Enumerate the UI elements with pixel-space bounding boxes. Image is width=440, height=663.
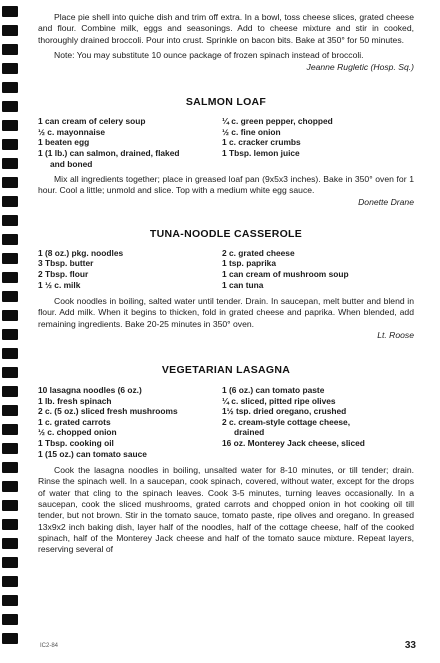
binding-hole [2, 538, 18, 549]
binding-hole [2, 101, 18, 112]
binding-hole [2, 481, 18, 492]
ingredient: and boned [50, 158, 93, 169]
ingredient: 1 (1 lb.) can salmon, drained, flaked [38, 147, 180, 158]
ingredient: ¼ c. sliced, pitted ripe olives [222, 395, 336, 406]
print-code: IC2-84 [40, 643, 59, 649]
intro-paragraph: Place pie shell into quiche dish and trim off extra. In a bowl, toss cheese slices, grated cheese and flour. Combine milk, eggs and seasonings. Add to cheese mixture and stir in cooked, thoroughly drained broccoli. Pour into crust. Sprinkle on bacon bits. Bake at 350° for 50 minutes. [38, 12, 414, 45]
directions-vegetarian-lasagna: Cook the lasagna noodles in boiling, unsalted water for 8-10 minutes, or till tender; drain. Rinse the spinach well. In a saucepan, cook spinach, covered, without water, except for the drops of water that cling to the spinach leaves. Cook 3-5 minutes, turning leaves occasionally. In a saucepan, cook the sliced mushrooms, grated carrots and chopped onion in hot cooking oil till tender, but not brown. Stir in the tomato sauce, tomato paste, ripe olives and oregano. In greased 13x9x2 inch baking dish, layer half of the noodles, half of the cottage cheese, half of the cooked spinach, half of the Monterey Jack cheese and half of the tomato sauce mixture. Repeat layers, reserving several of [38, 465, 414, 555]
binding-hole [2, 177, 18, 188]
binding-hole [2, 120, 18, 131]
ingredients-vegetarian-lasagna [38, 385, 414, 459]
binding-hole [2, 329, 18, 340]
binding-hole [2, 633, 18, 644]
binding-hole [2, 253, 18, 264]
binding-hole [2, 44, 18, 55]
ingredient: 2 Tbsp. flour [38, 268, 89, 279]
ingredient: 1 Tbsp. lemon juice [222, 147, 300, 158]
ingredient: 1½ tsp. dried oregano, crushed [222, 406, 347, 417]
binding-hole [2, 424, 18, 435]
author-salmon-loaf: Donette Drane [358, 196, 414, 207]
ingredient: ½ c. chopped onion [38, 427, 117, 438]
intro-attribution: Jeanne Rugletic (Hosp. Sq.) [306, 62, 414, 73]
ingredient: 10 lasagna noodles (6 oz.) [38, 385, 142, 396]
ingredient: 1 (6 oz.) can tomato paste [222, 385, 325, 396]
ingredient: 2 c. grated cheese [222, 247, 295, 258]
ingredient: 1 c. cracker crumbs [222, 137, 301, 148]
ingredient: 16 oz. Monterey Jack cheese, sliced [222, 437, 365, 448]
ingredient: 1 can tuna [222, 279, 264, 290]
ingredient: ½ c. mayonnaise [38, 126, 106, 137]
binding-hole [2, 158, 18, 169]
ingredient: 1 (15 oz.) can tomato sauce [38, 448, 147, 459]
ingredient: 1 can cream of celery soup [38, 116, 146, 127]
binding-hole [2, 6, 18, 17]
binding-hole [2, 557, 18, 568]
binding-hole [2, 500, 18, 511]
binding-hole [2, 234, 18, 245]
ingredient: ¼ c. green pepper, chopped [222, 116, 333, 127]
ingredient: 1 tsp. paprika [222, 258, 276, 269]
binding-hole [2, 25, 18, 36]
ingredient: 1 can cream of mushroom soup [222, 268, 349, 279]
binding-hole [2, 139, 18, 150]
recipe-title-salmon-loaf: SALMON LOAF [185, 96, 267, 109]
ingredients-tuna-noodle-casserole [38, 248, 414, 290]
ingredient: 2 c. (5 oz.) sliced fresh mushrooms [38, 406, 178, 417]
author-tuna-noodle-casserole: Lt. Roose [377, 330, 414, 341]
cookbook-page [38, 12, 414, 556]
binding-hole [2, 348, 18, 359]
directions-tuna-noodle-casserole: Cook noodles in boiling, salted water until tender. Drain. In saucepan, melt butter and blend in flour. Add milk. When it begins to thicken, fold in grated cheese and paprika. When blended, add remaining ingredients. Bake 20-25 minutes in 350° oven. [38, 296, 414, 329]
binding-hole [2, 82, 18, 93]
recipe-title-vegetarian-lasagna: VEGETARIAN LASAGNA [161, 364, 291, 377]
recipe-title-tuna-noodle-casserole: TUNA-NOODLE CASSEROLE [149, 227, 303, 240]
binding-hole [2, 595, 18, 606]
ingredient: ½ c. fine onion [222, 126, 281, 137]
ingredient: 1 (8 oz.) pkg. noodles [38, 247, 124, 258]
ingredients-salmon-loaf [38, 116, 414, 169]
intro-note: Note: You may substitute 10 ounce package of frozen spinach instead of broccoli. [54, 49, 364, 60]
binding-hole [2, 63, 18, 74]
ingredient: 1 ½ c. milk [38, 279, 81, 290]
ingredient: 1 beaten egg [38, 137, 90, 148]
binding-hole [2, 196, 18, 207]
binding-hole [2, 310, 18, 321]
ingredient: drained [234, 427, 265, 438]
binding-hole [2, 519, 18, 530]
ingredient: 1 c. grated carrots [38, 416, 111, 427]
ingredient: 1 Tbsp. cooking oil [38, 437, 114, 448]
page-number: 33 [404, 640, 416, 651]
ingredient: 1 lb. fresh spinach [38, 395, 112, 406]
spiral-binding [0, 0, 22, 663]
binding-hole [2, 462, 18, 473]
binding-hole [2, 291, 18, 302]
binding-hole [2, 443, 18, 454]
binding-hole [2, 614, 18, 625]
binding-hole [2, 386, 18, 397]
ingredient: 2 c. cream-style cottage cheese, [222, 416, 351, 427]
binding-hole [2, 367, 18, 378]
binding-hole [2, 272, 18, 283]
ingredient: 3 Tbsp. butter [38, 258, 94, 269]
directions-salmon-loaf: Mix all ingredients together; place in greased loaf pan (9x5x3 inches). Bake in 350° oven for 1 hour. Cool a little; unmold and slice. Top with a medium white egg sauce. [38, 174, 414, 196]
binding-hole [2, 405, 18, 416]
binding-hole [2, 576, 18, 587]
binding-hole [2, 215, 18, 226]
